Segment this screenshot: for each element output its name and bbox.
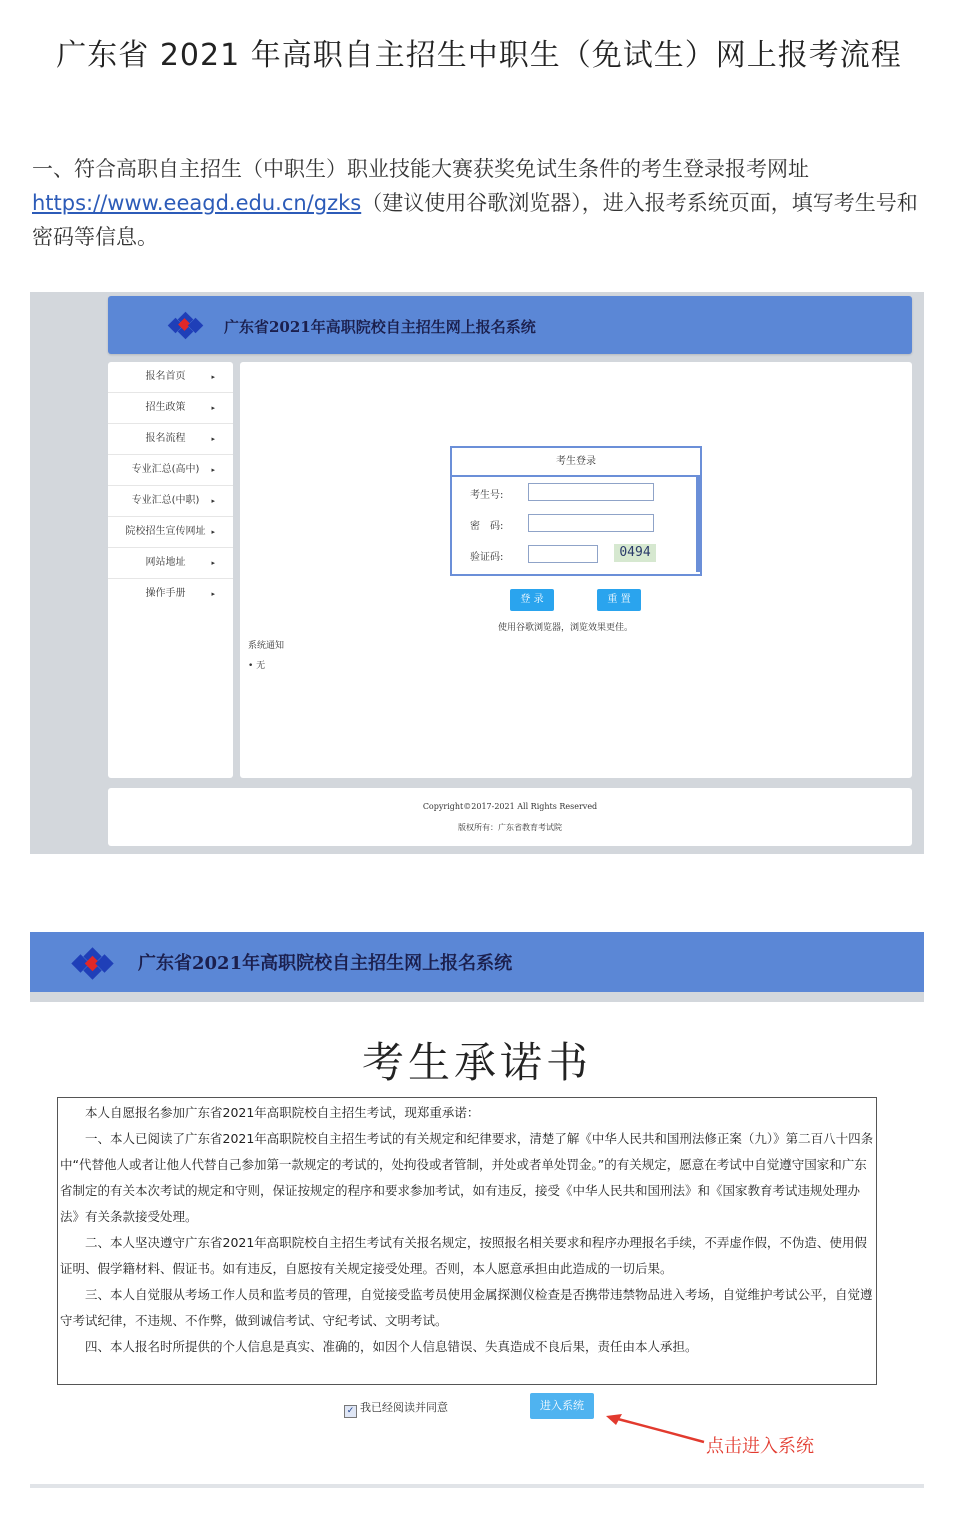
- intro-paragraph: [32, 152, 928, 254]
- candidate-number-input[interactable]: [528, 483, 654, 501]
- pledge-text-box: [57, 1097, 877, 1385]
- captcha-label: 验证码:: [470, 552, 504, 563]
- captcha-row: [452, 539, 700, 570]
- sidebar-item-policy[interactable]: 招生政策 ▸: [108, 393, 233, 424]
- enter-system-button[interactable]: 进入系统: [530, 1393, 594, 1419]
- pledge-page-screenshot: [30, 932, 924, 1492]
- sidebar-item-home[interactable]: 报名首页 ▸: [108, 362, 233, 393]
- page-footer: [108, 788, 912, 846]
- reset-button[interactable]: 重 置: [597, 589, 641, 611]
- pledge-paragraph: 四、本人报名时所提供的个人信息是真实、准确的，如因个人信息错误、失真造成不良后果，责任由本人承担。: [85, 1339, 698, 1354]
- candidate-label: 考生号:: [470, 490, 504, 501]
- password-label: 密 码:: [470, 521, 504, 532]
- pledge-paragraph: 三、本人自觉服从考场工作人员和监考员的管理，自觉接受监考员使用金属探测仪检查是否携带违禁物品进入考场，自觉维护考试公平，自觉遵守考试纪律，不违规、不作弊，做到诚信考试、守纪考试、文明考试。: [60, 1287, 873, 1328]
- system-header-2: [30, 932, 924, 992]
- pledge-title: 考生承诺书: [361, 1038, 592, 1087]
- intro-suffix: （建议使用谷歌浏览器），进入报考系统页面，填写考生号和密码等信息。: [32, 191, 918, 249]
- copyright-text: Copyright©2017-2021 All Rights Reserved: [422, 802, 598, 811]
- login-heading: 考生登录: [452, 448, 700, 477]
- system-title: 广东省2021年高职院校自主招生网上报名系统: [224, 318, 536, 336]
- candidate-row: [452, 477, 700, 508]
- pledge-paragraph: 二、本人坚决遵守广东省2021年高职院校自主招生考试有关报名规定，按照报名相关要求和程序办理报名手续，不弄虚作假，不伪造、使用假证明、假学籍材料、假证书。如有违反，自愿按有关规定接受处理。否则，本人愿意承担由此造成的一切后果。: [60, 1235, 867, 1276]
- system-title-2: 广东省2021年高职院校自主招生网上报名系统: [138, 953, 513, 974]
- intro-prefix: 一、符合高职自主招生（中职生）职业技能大赛获奖免试生条件的考生登录报考网址: [32, 157, 809, 181]
- bottom-divider: [30, 1484, 924, 1488]
- red-arrow-icon: [600, 1408, 710, 1448]
- agree-checkbox-group[interactable]: [344, 1399, 448, 1418]
- sidebar-item-process[interactable]: 报名流程 ▸: [108, 424, 233, 455]
- notice-item: • 无: [248, 661, 266, 671]
- password-row: [452, 508, 700, 539]
- captcha-input[interactable]: [528, 545, 598, 563]
- main-content: [240, 362, 912, 778]
- exam-logo-icon: [166, 312, 206, 338]
- password-input[interactable]: [528, 514, 654, 532]
- sidebar-item-manual[interactable]: 操作手册 ▸: [145, 588, 215, 599]
- login-page-screenshot: [30, 292, 924, 854]
- captcha-image[interactable]: 0494: [614, 544, 656, 562]
- notice-title: 系统通知: [248, 641, 285, 651]
- pledge-paragraph: 本人自愿报名参加广东省2021年高职院校自主招生考试，现郑重承诺：: [85, 1105, 480, 1120]
- page-title: 广东省 2021 年高职自主招生中职生（免试生）网上报考流程: [56, 38, 902, 73]
- agree-label: 我已经阅读并同意: [360, 1401, 448, 1414]
- sidebar-menu: [108, 362, 233, 778]
- header-band: [30, 992, 924, 1002]
- exam-logo-icon: [70, 948, 118, 974]
- pledge-paragraph: 一、本人已阅读了广东省2021年高职院校自主招生考试的有关规定和纪律要求，清楚了解《中华人民共和国刑法修正案（九）》第二百八十四条中“代替他人或者让他人代替自己参加第一款规定的考试的，处拘役或者管制，并处或者单处罚金。”的有关规定，愿意在考试中自觉遵守国家和广东省制定的有关本次考试的规定和守则，保证按规定的程序和要求参加考试，如有违反，接受《中华人民共和国刑法》和《国家教育考试违规处理办法》有关条款接受处理。: [60, 1131, 874, 1224]
- registration-url-link[interactable]: https://www.eeagd.edu.cn/gzks: [32, 191, 362, 215]
- click-annotation: 点击进入系统: [706, 1436, 814, 1457]
- login-button[interactable]: 登 录: [510, 589, 554, 611]
- owner-text: 版权所有：广东省教育考试院: [458, 823, 562, 832]
- sidebar-item-college-sites[interactable]: 院校招生宣传网址 ▸: [108, 517, 233, 548]
- agree-checkbox[interactable]: ✓: [344, 1405, 357, 1418]
- login-form: [450, 446, 702, 576]
- login-box-edge: [696, 477, 700, 572]
- browser-tip: 使用谷歌浏览器，浏览效果更佳。: [498, 623, 634, 633]
- sidebar-item-majors-vocational[interactable]: 专业汇总(中职) ▸: [108, 486, 233, 517]
- sidebar-item-site-address[interactable]: 网站地址 ▸: [108, 548, 233, 579]
- system-header: [108, 296, 912, 354]
- sidebar-item-majors-highschool[interactable]: 专业汇总(高中) ▸: [108, 455, 233, 486]
